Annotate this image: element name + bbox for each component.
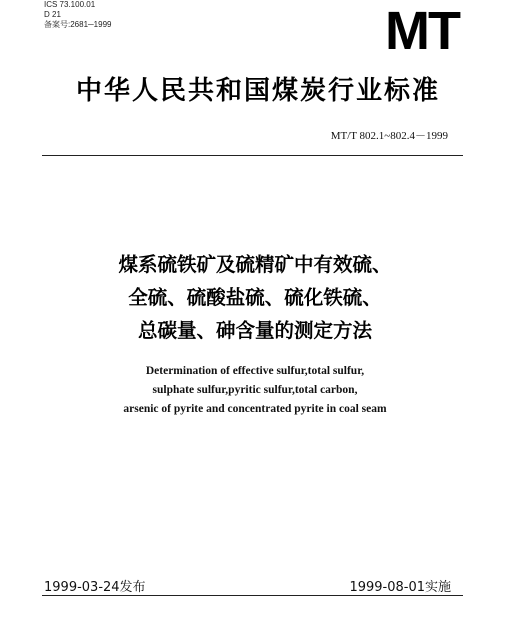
document-meta	[44, 0, 111, 30]
issue-date: 1999-03-24发布	[44, 580, 146, 595]
title-chinese	[40, 248, 470, 347]
bottom-divider	[42, 595, 463, 596]
standard-category-title: 中华人民共和国煤炭行业标准	[75, 76, 440, 106]
implementation-date: 1999-08-01实施	[349, 580, 451, 595]
filing-number: 备案号:2681─1999	[44, 20, 112, 29]
mt-logo: MT	[385, 1, 459, 61]
title-chinese-line: 总碳量、砷含量的测定方法	[137, 319, 372, 342]
classification-code: D 21	[44, 10, 61, 19]
standard-number: MT/T 802.1~802.4－1999	[330, 130, 448, 142]
title-english	[40, 362, 470, 419]
title-chinese-line: 全硫、硫酸盐硫、硫化铁硫、	[128, 286, 382, 309]
title-english-line: sulphate sulfur,pyritic sulfur,total carbon,	[152, 384, 358, 396]
title-chinese-line: 煤系硫铁矿及硫精矿中有效硫、	[118, 253, 392, 276]
top-divider	[42, 155, 463, 156]
ics-code: ICS 73.100.01	[44, 0, 96, 9]
title-english-line: arsenic of pyrite and concentrated pyrite in coal seam	[123, 403, 387, 415]
title-english-line: Determination of effective sulfur,total sulfur,	[145, 365, 365, 377]
